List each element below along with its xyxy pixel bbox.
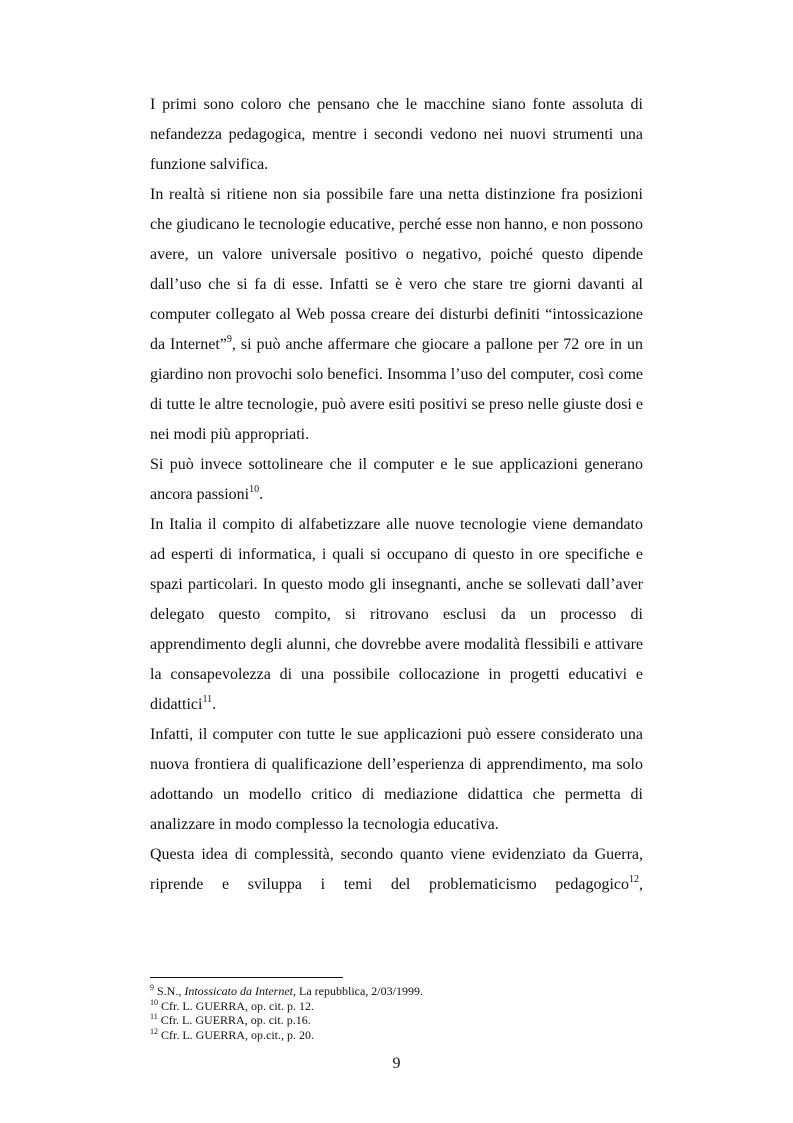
paragraph: In realtà si ritiene non sia possibile fare una netta distinzione fra posizioni che giudicano le tecnologie educative, perché esse non hanno, e non possono avere, un valore universale positivo o negativo, poiché questo dipende dall’uso che si fa di esse. Infatti se è vero che stare tre giorni davanti al computer collegato al Web possa creare dei disturbi definiti “intossicazione da Internet”$^9$, si può anche affermare che giocare a pallone per 72 ore in un giardino non provochi solo benefici. Insomma l’uso del computer, così come di tutte le altre tecnologie, può avere esiti positivi se preso nelle giuste dosi e nei modi più appropriati.: [150, 186, 644, 443]
paragraph: I primi sono coloro che pensano che le macchine siano fonte assoluta di nefandezza pedagogica, mentre i secondi vedono nei nuovi strumenti una funzione salvifica.: [150, 96, 643, 173]
footnote-number: 12: [150, 1026, 158, 1036]
footnote: $^{10}$ Cfr. L. GUERRA, op. cit. p. 12.: [150, 997, 314, 1013]
footnote-ref: 12: [629, 874, 639, 885]
footnote: $^{12}$ Cfr. L. GUERRA, op.cit., p. 20.: [150, 1026, 314, 1042]
paragraph: Si può invece sottolineare che il computer e le sue applicazioni generano ancora passioni$^{10}$.: [150, 456, 643, 503]
paragraph: In Italia il compito di alfabetizzare alle nuove tecnologie viene demandato ad esperti di informatica, i quali si occupano di questo in ore specifiche e spazi particolari. In questo modo gli insegnanti, anche se sollevati dall’aver delegato questo compito, si ritrovano esclusi da un processo di apprendimento degli alunni, che dovrebbe avere modalità flessibili e attivare la consapevolezza di una possibile collocazione in progetti educativi e didattici$^{11}$.: [150, 516, 643, 713]
page-number: 9: [392, 1055, 401, 1072]
paragraph: Infatti, il computer con tutte le sue applicazioni può essere considerato una nuova frontiera di qualificazione dell’esperienza di apprendimento, ma solo adottando un modello critico di mediazione didattica che permetta di analizzare in modo complesso la tecnologia educativa.: [150, 726, 643, 833]
footnote: $^9$ S.N., Intossicato da Internet, La repubblica, 2/03/1999.: [150, 983, 423, 998]
footnote-ref: 11: [202, 694, 213, 705]
footnote: $^{11}$ Cfr. L. GUERRA, op. cit. p.16.: [150, 1012, 311, 1027]
footnotes: [150, 984, 643, 1042]
footnote-number: 11: [150, 1012, 158, 1021]
footnote-separator: [150, 977, 343, 978]
footnote-number: 10: [150, 997, 158, 1007]
footnote-number: 9: [150, 983, 154, 992]
footnote-ref: 10: [249, 484, 260, 495]
footnote-ref: 9: [226, 334, 232, 345]
paragraph: Questa idea di complessità, secondo quanto viene evidenziato da Guerra, riprende e sviluppa i temi del problematicismo pedagogico$^{12}$,: [150, 846, 643, 893]
body-text: [150, 90, 643, 900]
